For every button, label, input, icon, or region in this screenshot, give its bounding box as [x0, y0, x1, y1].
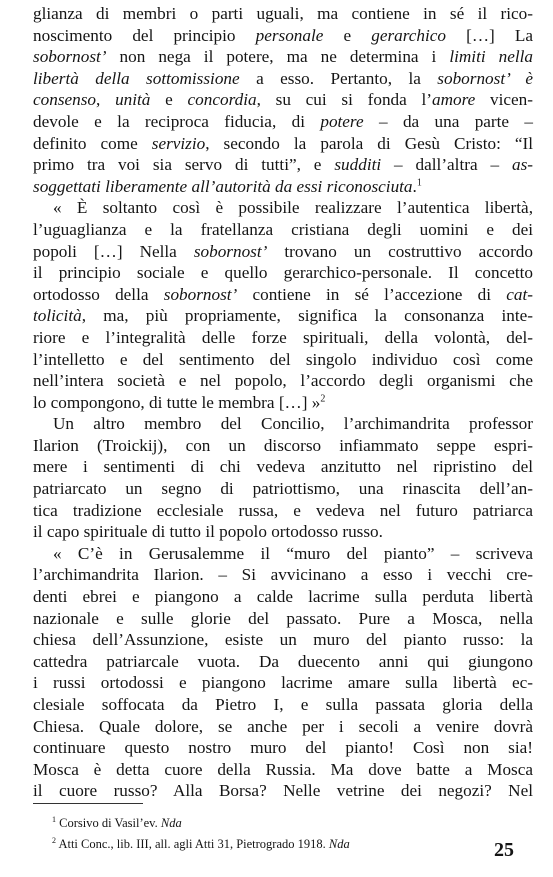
text-line: ortodosso della sobornost’ contiene in sé l’accezione di cat- — [33, 284, 534, 304]
text-line: l’archimandrita Ilarion. – Si avvicinano a esso i vecchi cre- — [33, 565, 533, 585]
text-line: nazionale e sulle glorie del passato. Pure a Mosca, nella — [33, 608, 533, 628]
text-line: tica tradizione ecclesiale russa, e vedeva nel futuro patriarca — [33, 500, 533, 520]
footnote-divider — [33, 803, 143, 804]
text-line: definito come servizio, secondo la parola di Gesù Cristo: “Il — [33, 133, 533, 153]
text-line: consenso, unità e concordia, su cui si fonda l’amore vicen- — [33, 90, 533, 110]
text-line: cattedra patriarcale vuota. Da duecento anni qui giungono — [33, 651, 533, 671]
text-line: lo compongono, di tutte le membra […] »$^2$ — [33, 392, 326, 412]
text-line: glianza di membri o parti uguali, ma contiene in sé il rico- — [33, 4, 533, 23]
text-line: « È soltanto così è possibile realizzare l’autentica libertà, — [53, 198, 533, 218]
text-line: chiesa dell’Assunzione, esiste un muro del pianto russo: la — [33, 630, 533, 650]
text-line: tolicità, ma, più propriamente, significa la consonanza inte- — [33, 306, 533, 326]
text-line: l’intelletto e del sentimento del singolo individuo così come — [33, 349, 533, 369]
footnote: $^1$ Corsivo di Vasil’ev. Nda — [52, 815, 182, 831]
text-line: i russi ortodossi e piangono lacrime amare sulla libertà ec- — [33, 673, 533, 693]
text-line: l’uguaglianza e la fratellanza cristiana degli uomini e dei — [33, 219, 533, 239]
text-line: riore e l’integralità delle forze spirituali, della volontà, del- — [33, 327, 533, 347]
text-line: Chiesa. Quale dolore, se anche per i secoli a venire dovrà — [33, 716, 533, 736]
text-line: Un altro membro del Concilio, l’archimandrita professor — [53, 414, 533, 434]
text-line: il principio sociale e quello gerarchico-personale. Il concetto — [33, 263, 533, 283]
text-line: libertà della sottomissione a esso. Pertanto, la sobornost’ è — [33, 68, 533, 88]
footnote: $^2$ Atti Conc., lib. III, all. agli Atti 31, Pietrogrado 1918. Nda — [52, 836, 350, 852]
text-line: Mosca è detta cuore della Russia. Ma dove batte a Mosca — [33, 759, 533, 779]
footnote-ref: 2 — [320, 392, 326, 404]
text-line: devole e la reciproca fiducia, di potere – da una parte – — [33, 111, 534, 131]
text-line: sobornost’ non nega il potere, ma ne determina i limiti nella — [33, 47, 534, 67]
text-line: soggettati liberamente all’autorità da essi riconosciuta.$^1$ — [33, 176, 422, 196]
text-line: clesiale soffocata da Pietro I, e sulla passata gloria della — [33, 695, 533, 714]
text-line: Ilarion (Troickij), con un discorso infiammato seppe espri- — [33, 435, 533, 455]
text-line: continuare questo nostro muro del pianto! Così non sia! — [33, 738, 533, 758]
text-line: il capo spirituale di tutto il popolo ortodosso russo. — [33, 522, 383, 542]
footnotes — [52, 811, 512, 853]
text-line: nell’intera società e nel popolo, l’accordo degli organismi che — [33, 371, 533, 391]
text-line: il cuore russo? Alla Borsa? Nelle vetrine dei negozi? Nel — [33, 781, 533, 801]
text-line: denti ebrei e piangono a calde lacrime sulla perduta libertà — [33, 587, 533, 607]
text-line: primo tra voi sia servo di tutti”, e sudditi – dall’altra – as- — [33, 155, 533, 175]
text-line: mere i sentimenti di chi vedeva anzitutto nel ripristino del — [33, 457, 533, 477]
page-number: 25 — [494, 839, 514, 861]
text-line: popoli […] Nella sobornost’ trovano un costruttivo accordo — [33, 241, 533, 261]
footnote-ref: 1 — [416, 177, 422, 189]
text-line: noscimento del principio personale e gerarchico […] La — [33, 25, 533, 45]
text-line: « C’è in Gerusalemme il “muro del pianto” – scriveva — [53, 543, 533, 563]
text-line: patriarcato un segno di patriottismo, una rinascita dell’an- — [33, 479, 533, 499]
main-text — [33, 3, 533, 802]
